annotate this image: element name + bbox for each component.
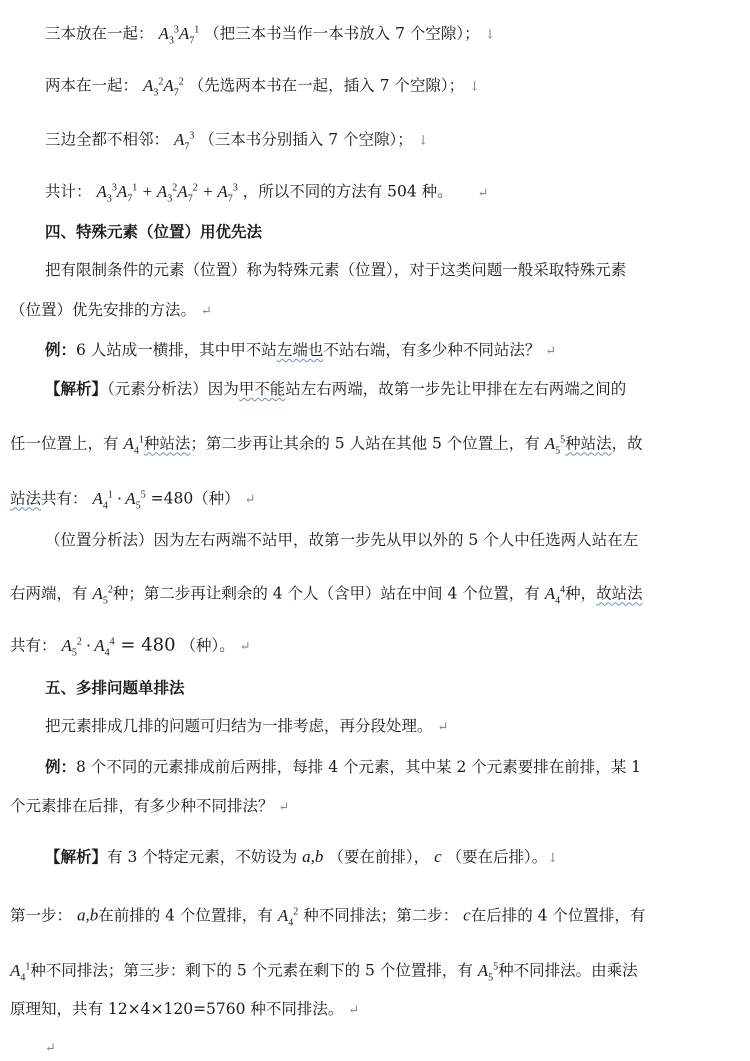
line-break-mark: ↓ xyxy=(547,851,559,866)
line-break-mark: ↓ xyxy=(469,79,480,95)
formula-c: c xyxy=(463,905,471,925)
text: 共有： xyxy=(10,636,57,655)
text: 种， xyxy=(565,584,597,603)
text: （位置）优先安排的方法。 xyxy=(10,301,197,319)
example-1 xyxy=(45,338,556,364)
paragraph-mark: ↵ xyxy=(278,800,290,815)
text: 三边全都不相邻： xyxy=(45,130,170,149)
spellcheck-text: 故站法 xyxy=(596,584,643,603)
paragraph-mark: ↵ xyxy=(545,344,557,359)
solution-2-line3 xyxy=(10,955,638,990)
formula-c: c xyxy=(434,847,442,866)
text: 站左右两端，故第一步先让甲排在左右两端之间的 xyxy=(285,380,627,398)
text: 把元素排成几排的问题可归结为一排考虑，再分段处理。 xyxy=(45,717,433,735)
text: 把有限制条件的元素（位置）称为特殊元素（位置），对于这类问题一般采取特殊元素 xyxy=(45,261,627,279)
solution-1-line1 xyxy=(45,377,626,401)
formula-total: $A_3^3A_7^1 + A_3^2A_7^2 + A_7^3$ xyxy=(96,181,238,205)
text: 共有： xyxy=(41,489,88,508)
spellcheck-text: 甲不能 xyxy=(238,380,286,398)
text: 三本放在一起： xyxy=(45,24,154,43)
formula-ab: a,b xyxy=(76,905,99,925)
paragraph-4-line1 xyxy=(45,258,626,282)
text: （先选两本书在一起，插入 7 个空隙）； xyxy=(188,76,465,95)
paragraph-mark: ↵ xyxy=(437,720,449,735)
example-2-line2 xyxy=(10,794,289,820)
text: 在后排的 4 个位置排，有 xyxy=(470,906,646,925)
text: 两本在一起： xyxy=(45,76,139,95)
solution-2-line2 xyxy=(10,900,645,935)
line-break-mark: ↓ xyxy=(484,27,496,43)
text: 个元素排在后排，有多少种不同排法？ xyxy=(10,797,274,815)
solution-2-line4 xyxy=(10,997,359,1023)
formula-a55: $A_5^5$ xyxy=(477,960,499,984)
text: （位置分析法）因为左右两端不站甲，故第一步先从甲以外的 5 个人中任选两人站在左 xyxy=(45,531,639,549)
text: 种不同排法；第三步：剩下的 5 个元素在剩下的 5 个位置排，有 xyxy=(30,961,473,980)
alt-method-line3: 共有： $A_5^2 \cdot A_4^4 = 480$ （种）。 ↵ xyxy=(10,634,251,659)
spellcheck-text: 种站法 xyxy=(143,434,191,453)
paragraph-mark: ↵ xyxy=(45,1041,56,1056)
solution-label: 【解析】 xyxy=(45,379,108,398)
text: （元素分析法）因为 xyxy=(107,380,239,398)
example-label: 例： xyxy=(45,757,77,776)
paragraph-mark: ↵ xyxy=(244,492,256,508)
formula-a32a72: $A_3^2A_7^2$ xyxy=(142,75,184,99)
text: 共计： xyxy=(45,182,92,201)
text: （种）。 xyxy=(180,636,235,655)
text: 6 人站成一横排，其中甲不站 xyxy=(76,341,277,359)
paragraph-mark: ↵ xyxy=(477,185,489,201)
section-heading-5 xyxy=(45,676,185,700)
paragraph-4-line2 xyxy=(10,298,212,324)
formula-a42: $A_4^2$ xyxy=(277,905,299,929)
text: （三本书分别插入 7 个空隙）； xyxy=(199,130,413,149)
text: （把三本书当作一本书放入 7 个空隙）； xyxy=(204,24,480,43)
spellcheck-text: 站法 xyxy=(10,489,42,508)
example-label: 例： xyxy=(45,340,77,359)
empty-paragraph xyxy=(45,1035,56,1061)
text: 种；第二步再让剩余的 4 个人（含甲）站在中间 4 个位置，有 xyxy=(112,584,540,603)
text: 第一步： xyxy=(10,906,73,925)
spellcheck-text: 左端也 xyxy=(276,341,324,359)
alt-method-line2 xyxy=(10,578,643,613)
text: 不站右端，有多少种不同站法？ xyxy=(323,341,541,359)
text: 任一位置上，有 xyxy=(10,434,119,453)
formula-a52: $A_5^2$ xyxy=(92,583,113,607)
text: （要在前排）， xyxy=(328,848,430,866)
formula-ab: a,b xyxy=(302,847,324,866)
example-2-line1 xyxy=(45,755,641,779)
line-three-together xyxy=(45,18,495,53)
text: 原理知，共有 12×4×120=5760 种不同排法。 xyxy=(10,1000,344,1018)
formula-a73: $A_7^3$ xyxy=(173,129,195,153)
solution-label: 【解析】 xyxy=(45,847,108,866)
line-two-together xyxy=(45,70,480,105)
solution-1-line2 xyxy=(10,428,643,463)
text: 8 个不同的元素排成前后两排，每排 4 个元素，其中某 2 个元素要排在前排，某 1 xyxy=(76,758,642,776)
formula-a52-a44: $A_5^2 \cdot A_4^4$ xyxy=(61,635,115,659)
text: 种不同排法；第二步： xyxy=(303,906,459,925)
paragraph-5-line1 xyxy=(45,714,448,740)
heading-text: 五、多排问题单排法 xyxy=(45,678,185,697)
line-none-adjacent xyxy=(45,124,429,159)
paragraph-mark: ↵ xyxy=(348,1003,360,1018)
spellcheck-text: 种站法 xyxy=(565,434,612,453)
text: 在前排的 4 个位置排，有 xyxy=(98,906,273,925)
heading-text: 四、特殊元素（位置）用优先法 xyxy=(45,222,263,241)
solution-1-line3: 站法共有： $A_4^1 \cdot A_5^5 =480$（种） ↵ xyxy=(10,488,256,512)
formula-a41: $A_4^1$ xyxy=(10,960,31,984)
line-break-mark: ↓ xyxy=(417,133,429,149)
text: 种不同排法。由乘法 xyxy=(498,961,638,980)
paragraph-mark: ↵ xyxy=(239,639,251,655)
formula-a55: $A_5^5$ xyxy=(544,433,566,457)
paragraph-mark: ↵ xyxy=(200,304,212,319)
formula-a41: $A_4^1$ xyxy=(123,433,144,457)
text: ；第二步再让其余的 5 人站在其他 5 个位置上，有 xyxy=(190,434,540,453)
alt-method-line1 xyxy=(45,528,638,552)
text: 右两端，有 xyxy=(10,584,88,603)
section-heading-4 xyxy=(45,220,262,244)
line-total xyxy=(45,176,488,211)
solution-2-line1 xyxy=(45,845,558,871)
formula-a44: $A_4^4$ xyxy=(544,583,566,607)
formula-a41-a55: $A_4^1 \cdot A_5^5$ xyxy=(92,488,146,512)
text: （要在后排）。 xyxy=(446,848,548,866)
formula-a33a71: $A_3^3A_7^1$ xyxy=(158,23,200,47)
text: 有 3 个特定元素，不妨设为 xyxy=(107,848,298,866)
text: ，故 xyxy=(611,434,643,453)
text: ，所以不同的方法有 504 种。 xyxy=(242,182,453,201)
